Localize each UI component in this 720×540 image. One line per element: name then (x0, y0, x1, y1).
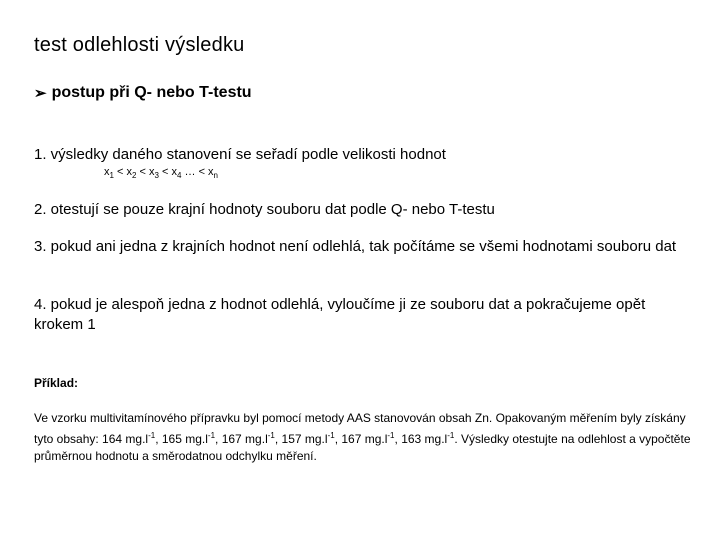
slide-title: test odlehlosti výsledku (34, 34, 245, 56)
step-1: 1. výsledky daného stanovení se seřadí podle velikosti hodnot (34, 146, 446, 163)
example-heading: Příklad: (34, 376, 79, 390)
ordered-sequence: $x_1 < x_2 < x_3 < x_4$ … < $x_n$ (104, 166, 218, 181)
arrow-right-icon: ➢ (34, 85, 47, 102)
bullet-heading (34, 84, 252, 102)
step-3: 3. pokud ani jedna z krajních hodnot není odlehlá, tak počítáme se všemi hodnotami souboru dat (34, 238, 677, 255)
step-4: 4. pokud je alespoň jedna z hodnot odlehlá, vyloučíme ji ze souboru dat a pokračujeme opět krokem 1 (34, 296, 646, 333)
example-text: Ve vzorku multivitamínového přípravku byl pomocí metody AAS stanovován obsah Zn. Opakovaným měřením byly získány tyto obsahy: 164 $mg.l^{-1}$, 165 $mg.l^{-1}$, 167 $mg.l^{-1}$, 157 $mg.l^{-1}$, 167 $mg.l^{-1}$, 163 $mg.l^{-1}$. Výsledky otestujte na odlehlost a vypočtěte průměrnou hodnotu a směrodatnou odchylku měření. (34, 411, 691, 463)
step-2: 2. otestují se pouze krajní hodnoty souboru dat podle Q- nebo T-testu (34, 201, 495, 218)
bullet-text: postup při Q- nebo T-testu (51, 84, 252, 101)
